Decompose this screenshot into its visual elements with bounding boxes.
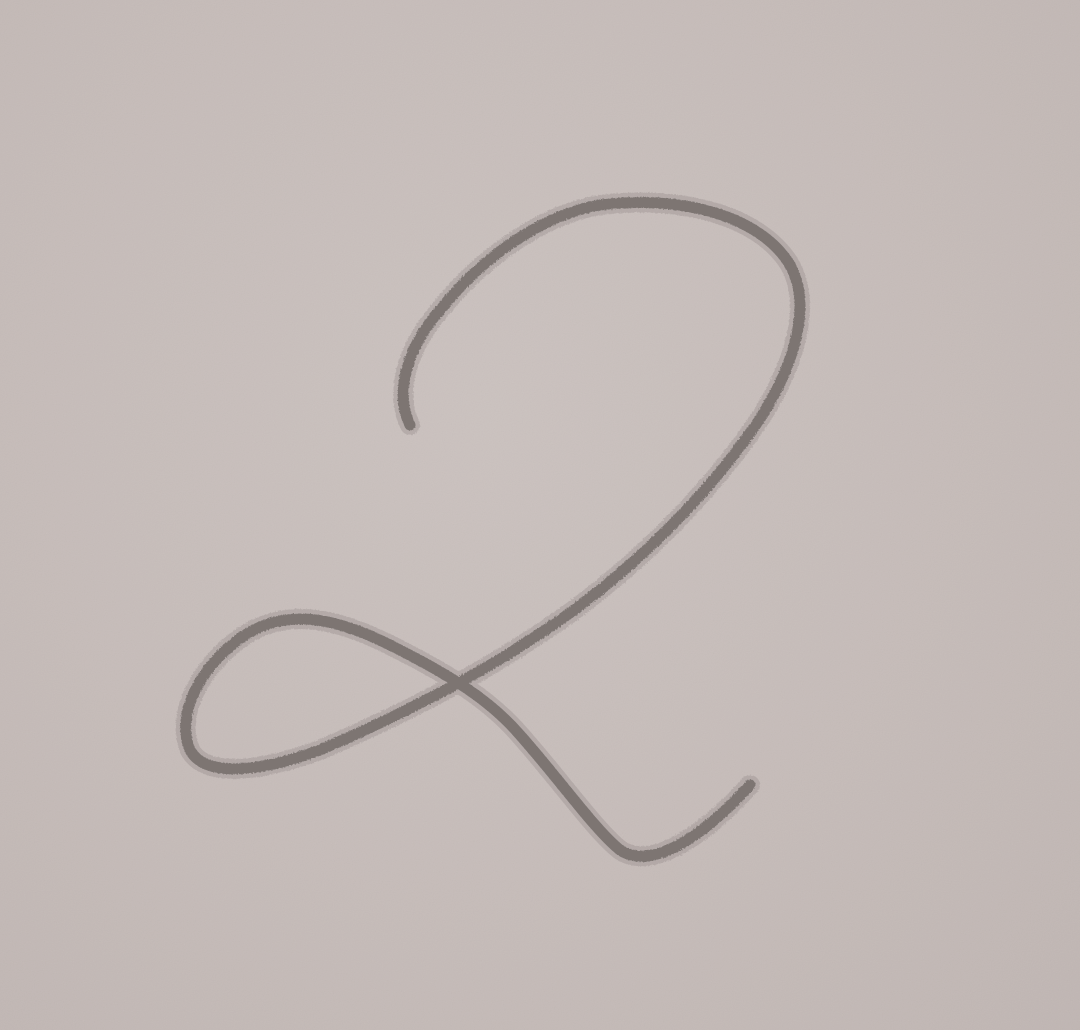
digit-stroke (186, 203, 800, 857)
